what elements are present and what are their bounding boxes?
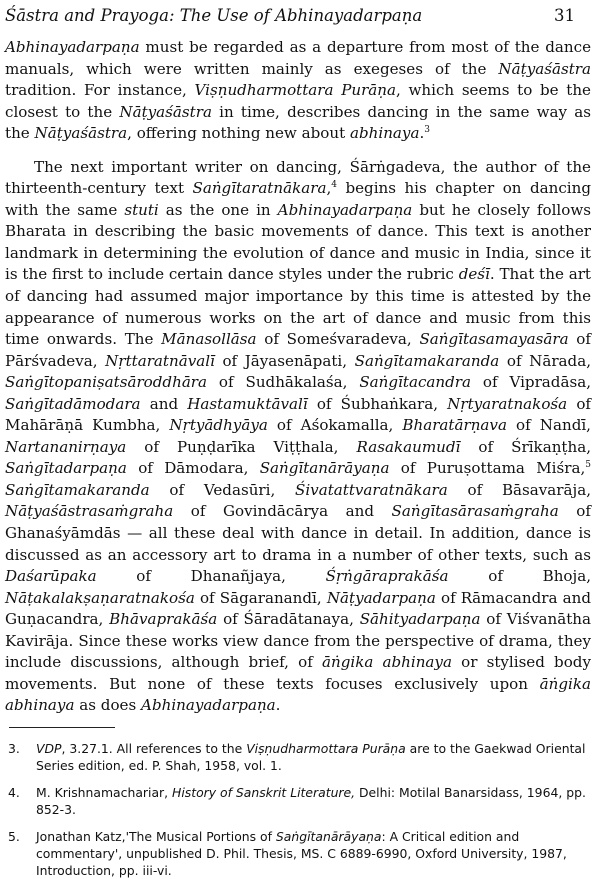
paragraph-1 — [5, 37, 591, 145]
italic-term: Saṅgītacandra — [359, 373, 471, 392]
italic-term: VDP — [36, 740, 62, 756]
italic-term: āṅgika abhinaya — [5, 674, 591, 715]
italic-term: Hastamuktāvalī — [187, 394, 308, 413]
text-run: of Sudhākalaśa, — [207, 373, 360, 392]
text-run: of Nārada, — [499, 351, 591, 370]
italic-term: Sāhityadarpaṇa — [359, 610, 481, 629]
italic-term: Rasakaumudī — [356, 437, 461, 456]
italic-term: Nṛtyaratnakośa — [447, 394, 568, 413]
text-run: of Viśvanātha Kavirāja. Since these works view dance from the perspective of drama, they include discussions, although brief, of — [5, 610, 591, 672]
text-run: M. Krishnamachariar, — [36, 784, 173, 800]
text-run: of Jāyasenāpati, — [214, 351, 355, 370]
running-title: Śāstra and Prayoga: The Use of Abhinayadarpaṇa — [5, 6, 423, 25]
italic-term: Śṛṅgāraprakāśa — [325, 567, 449, 586]
running-header — [5, 0, 591, 29]
text-run: of Rāmacandra and Guṇacandra, — [5, 588, 591, 629]
footnote-ref: 5 — [585, 460, 591, 471]
text-run: of Vedasūri, — [149, 480, 295, 499]
text-run: and — [140, 394, 188, 413]
italic-term: Saṅgītopaniṣatsāroddhāra — [5, 373, 208, 392]
text-run: of Dhanañjaya, — [96, 567, 326, 586]
italic-term: abhinaya — [349, 124, 420, 143]
text-run: are to the Gaekwad Oriental Series edition, ed. P. Shah, 1958, vol. 1. — [36, 740, 586, 773]
text-run: as the one in — [158, 200, 278, 219]
footnote — [5, 828, 591, 879]
italic-term: Nāṭyaśāstra — [498, 59, 591, 78]
footnote-text — [36, 828, 591, 879]
italic-term: Saṅgītadarpaṇa — [5, 459, 127, 478]
italic-term: Saṅgītasamayasāra — [419, 330, 569, 349]
italic-term: Nāṭakalakṣaṇaratnakośa — [5, 588, 195, 607]
footnote — [5, 784, 591, 818]
text-run: must be regarded as a departure from most of the dance manuals, which were written mainly as exegeses of the — [5, 38, 591, 78]
text-run: of Pārśvadeva, — [5, 330, 591, 370]
italic-term: Saṅgītaratnākara — [192, 179, 327, 198]
italic-term: Nartananirṇaya — [5, 437, 127, 456]
italic-term: Viṣṇudharmottara Purāṇa — [246, 740, 406, 756]
italic-term: Nṛtyādhyāya — [169, 416, 268, 435]
body-text — [5, 37, 591, 717]
italic-term: Mānasollāsa — [161, 330, 257, 349]
italic-term: Nāṭyaśāstrasaṁgraha — [5, 502, 174, 521]
footnote-ref: 3 — [424, 125, 430, 136]
text-run: , offering nothing new about — [127, 124, 350, 143]
italic-term: Abhinayadarpaṇa — [5, 38, 140, 56]
italic-term: Nāṭyaśāstra — [34, 124, 128, 143]
text-run: of Puṇḍarīka Viṭṭhala, — [126, 437, 357, 456]
italic-term: Daśarūpaka — [5, 567, 97, 586]
text-run: of Ghanaśyāmdās — all these deal with dance in detail. In addition, dance is discussed as an accessory art to drama in a number of other texts, such as — [5, 502, 591, 564]
text-run: of Śāradātanaya, — [217, 610, 360, 629]
text-run: of Vipradāsa, — [471, 373, 591, 392]
footnote-text — [36, 784, 591, 818]
text-run: of Śrīkaṇṭha, — [460, 437, 592, 456]
italic-term: Saṅgītamakaranda — [5, 480, 150, 499]
footnotes — [5, 740, 591, 879]
italic-term: āṅgika abhinaya — [321, 653, 452, 672]
paragraph-2 — [5, 157, 591, 717]
text-run: , which seems to be the closest to the — [5, 81, 591, 121]
italic-term: Śivatattvaratnākara — [295, 480, 448, 499]
footnote-divider — [9, 727, 115, 728]
footnote-ref: 4 — [331, 180, 338, 191]
text-run: of Someśvaradeva, — [256, 330, 420, 349]
italic-term: Nāṭyaśāstra — [119, 102, 212, 121]
text-run: of Sāgaranandī, — [194, 588, 327, 607]
text-run: of Nandī, — [506, 416, 591, 435]
italic-term: Saṅgītamakaranda — [354, 351, 500, 370]
italic-term: Bhāvaprakāśa — [109, 610, 218, 629]
page-number: 31 — [554, 6, 575, 25]
text-run: in time, describes dancing in the same way as the — [5, 102, 592, 143]
footnote-number: 3. — [8, 740, 20, 756]
text-run: of Bhoja, — [448, 567, 591, 586]
footnote — [5, 740, 591, 774]
text-run: of Puruṣottama Miśra, — [389, 459, 586, 478]
italic-term: Saṅgītanārāyaṇa — [275, 828, 382, 844]
text-run: of Aśokamalla, — [267, 416, 403, 435]
footnote-number: 5. — [8, 828, 20, 844]
text-run: : A Critical edition and commentary', unpublished D. Phil. Thesis, MS. C 6889-6990, Oxford University, 1987, Introduction, pp. iii-vi. — [36, 828, 567, 878]
italic-term: History of Sanskrit Literature, — [172, 784, 356, 800]
footnote-text — [36, 740, 591, 774]
italic-term: Nāṭyadarpaṇa — [326, 588, 436, 607]
text-run: of Bāsavarāja, — [447, 480, 591, 499]
text-run: The next important writer on dancing, Śārṅgadeva, the author of the thirteenth-century text — [5, 157, 591, 198]
italic-term: stuti — [124, 200, 159, 219]
italic-term: Saṅgītadāmodara — [5, 394, 141, 413]
text-run: as does — [74, 696, 142, 715]
text-run: tradition. For instance, — [5, 81, 195, 100]
italic-term: Abhinayadarpaṇa — [277, 200, 413, 219]
italic-term: Bharatārṇava — [402, 416, 507, 435]
text-run: , 3.27.1. All references to the — [61, 740, 247, 756]
footnote-number: 4. — [8, 784, 20, 800]
italic-term: deśī — [458, 265, 490, 284]
text-run: or stylised body movements. But none of these texts focuses exclusively upon — [5, 653, 591, 693]
text-run: of Govindācārya and — [173, 502, 392, 521]
text-run: Jonathan Katz,'The Musical Portions of — [36, 828, 276, 844]
italic-term: Abhinayadarpaṇa — [141, 696, 276, 715]
text-run: . — [275, 696, 281, 715]
text-run: . — [419, 124, 425, 143]
italic-term: Saṅgītanārāyaṇa — [259, 459, 390, 478]
text-run: of Mahārāṇā Kumbha, — [5, 394, 591, 435]
italic-term: Nṛttaratnāvalī — [105, 351, 215, 370]
text-run: but he closely follows Bharata in describing the basic movements of dance. This text is another landmark in determining the evolution of dance and music in India, since it is the first to include certain dance styles under the rubric — [5, 200, 591, 284]
text-run: of Dāmodara, — [126, 459, 260, 478]
text-run: . That the art of dancing had assumed major importance by this time is attested by the appearance of numerous works on the art of dance and music from this time onwards. The — [5, 265, 591, 349]
italic-term: Viṣṇudharmottara Purāṇa — [194, 81, 397, 100]
text-run: of Śubhaṅkara, — [307, 394, 448, 413]
text-run: begins his chapter on dancing with the same — [5, 179, 591, 219]
text-run: , — [326, 179, 332, 198]
italic-term: Saṅgītasārasaṁgraha — [391, 502, 559, 521]
text-run: Delhi: Motilal Banarsidass, 1964, pp. 852-3. — [36, 784, 586, 817]
